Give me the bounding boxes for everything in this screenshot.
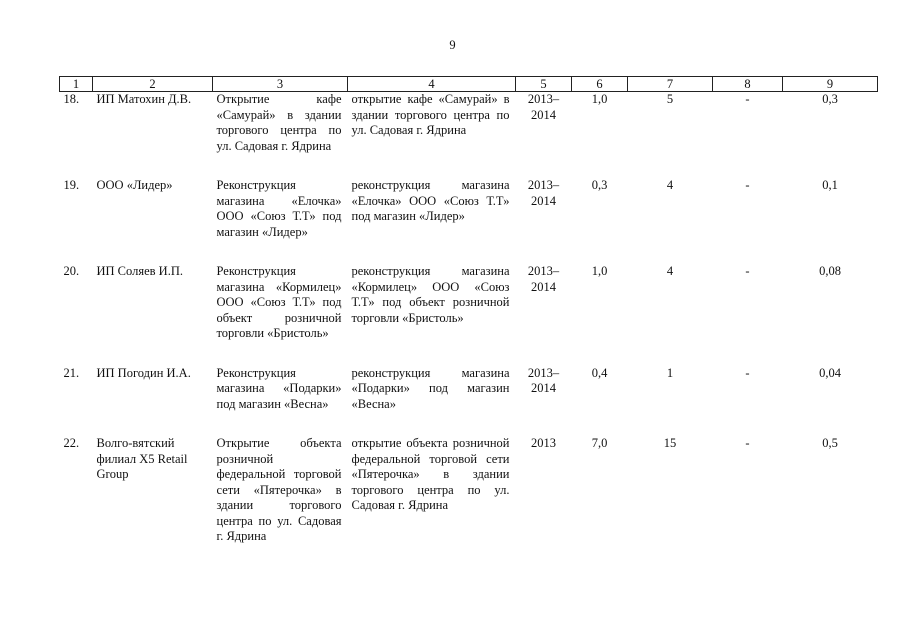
table-row <box>60 92 878 155</box>
column-9-cell: 0,04 <box>819 365 841 380</box>
column-7-cell: 4 <box>666 264 674 278</box>
row-spacer <box>60 412 878 436</box>
row-number: 19. <box>63 178 80 192</box>
table-row <box>60 178 878 240</box>
row-number: 21. <box>63 365 80 380</box>
column-7-cell: 4 <box>666 178 674 192</box>
row-number: 20. <box>63 264 80 278</box>
column-header: 8 <box>713 77 783 92</box>
project-cell: Реконструкция магазина «Кормилец» ООО «Союз Т.Т» под объект розничной торговли «Бристоль» <box>216 264 342 340</box>
period-cell: 2013– 2014 <box>527 178 560 208</box>
table-row <box>60 366 878 413</box>
column-header: 1 <box>60 77 93 92</box>
column-9-cell: 0,1 <box>822 178 838 192</box>
description-cell: реконструкция магазина «Кормилец» ООО «Союз Т.Т» под объект розничной торговли «Бристоль» <box>351 264 510 325</box>
column-header: 9 <box>783 77 878 92</box>
column-header: 4 <box>348 77 516 92</box>
column-8-cell: - <box>745 436 750 450</box>
project-cell: Открытие кафе «Самурай» в здании торгового центра по ул. Садовая г. Ядрина <box>216 92 342 153</box>
column-6-cell: 7,0 <box>591 436 608 450</box>
organization-cell: Волго-вятский филиал X5 Retail Group <box>96 436 188 481</box>
column-7-cell: 15 <box>663 436 677 450</box>
column-9-cell: 0,3 <box>822 92 838 106</box>
column-6-cell: 0,4 <box>591 365 608 380</box>
row-number: 22. <box>63 436 80 450</box>
column-7-cell: 1 <box>666 365 674 380</box>
column-header: 3 <box>213 77 348 92</box>
column-8-cell: - <box>745 264 750 278</box>
column-9-cell: 0,5 <box>822 436 838 450</box>
organization-cell: ИП Матохин Д.В. <box>96 92 192 106</box>
investment-projects-table <box>59 76 878 545</box>
row-spacer <box>60 342 878 366</box>
column-header: 7 <box>628 77 713 92</box>
column-6-cell: 1,0 <box>591 264 608 278</box>
column-8-cell: - <box>745 365 750 380</box>
table-header-row <box>60 77 878 92</box>
row-number: 18. <box>63 92 80 106</box>
column-header: 2 <box>93 77 213 92</box>
description-cell: открытие объекта розничной федеральной торговой сети «Пятерочка» в здании торгового центра по ул. Садовая г. Ядрина <box>351 436 510 512</box>
project-cell: Реконструкция магазина «Елочка» ООО «Союз Т.Т» под магазин «Лидер» <box>216 178 342 239</box>
page-number: 9 <box>449 38 456 52</box>
column-header: 5 <box>516 77 572 92</box>
column-8-cell: - <box>745 178 750 192</box>
row-spacer <box>60 154 878 178</box>
project-cell: Реконструкция магазина «Подарки» под магазин «Весна» <box>216 365 342 411</box>
column-9-cell: 0,08 <box>819 264 841 278</box>
project-cell: Открытие объекта розничной федеральной торговой сети «Пятерочка» в здании торгового центра по ул. Садовая г. Ядрина <box>216 436 342 543</box>
column-6-cell: 0,3 <box>591 178 608 192</box>
period-cell: 2013– 2014 <box>527 92 560 122</box>
period-cell: 2013 <box>531 436 556 450</box>
table-row <box>60 264 878 342</box>
column-8-cell: - <box>745 92 750 106</box>
row-spacer <box>60 240 878 264</box>
description-cell: открытие кафе «Самурай» в здании торгового центра по ул. Садовая г. Ядрина <box>351 92 510 137</box>
organization-cell: ИП Погодин И.А. <box>96 365 191 380</box>
description-cell: реконструкция магазина «Подарки» под магазин «Весна» <box>351 365 510 411</box>
description-cell: реконструкция магазина «Елочка» ООО «Союз Т.Т» под магазин «Лидер» <box>351 178 510 223</box>
table-row <box>60 436 878 545</box>
organization-cell: ООО «Лидер» <box>96 178 173 192</box>
column-6-cell: 1,0 <box>591 92 608 106</box>
column-header: 6 <box>572 77 628 92</box>
period-cell: 2013– 2014 <box>527 365 560 395</box>
organization-cell: ИП Соляев И.П. <box>96 264 183 278</box>
column-7-cell: 5 <box>666 92 674 106</box>
period-cell: 2013– 2014 <box>527 264 560 294</box>
